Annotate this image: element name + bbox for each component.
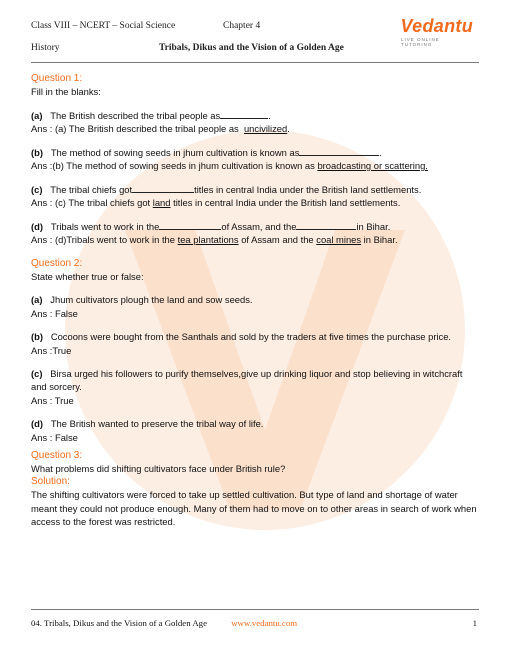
q2b-question [31,330,479,343]
blank [159,220,221,230]
q2d-question [31,417,479,430]
q1b-label: (b) [31,146,43,158]
q1d-text-post: in Bihar. [356,220,391,232]
logo-text: Vedantu [400,16,473,36]
q2a-label: (a) [31,294,43,306]
q1-instruction: Fill in the blanks: [31,86,101,98]
q1a-text: The British described the tribal people as [50,109,221,121]
q1c-answer-text: Ans : (c) The tribal chiefs got [31,196,151,208]
page-header [31,14,479,62]
q1a-answer-word: uncivilized [243,123,288,135]
page-footer [31,618,479,628]
blank [220,109,268,119]
q2d-label: (d) [31,418,43,430]
q2-instruction: State whether true or false: [31,270,144,282]
q3-question: What problems did shifting cultivators face under British rule? [31,462,286,474]
q2b-text: Cocoons were bought from the Santhals and sold by the traders at five times the purchase price. [50,331,452,343]
q2d-answer: Ans : False [31,431,78,443]
q1d-label: (d) [31,220,43,232]
chapter-label: Chapter 4 [223,21,261,31]
footer-doc-title: 04. Tribals, Dikus and the Vision of a Golden Age [31,618,207,628]
class-line: Class VIII – NCERT – Social Science [31,21,176,31]
q1a-answer: Ans : (a) The British described the tribal people as uncivilized. [31,123,290,135]
q2c-label: (c) [31,368,43,380]
vedantu-logo [401,16,479,46]
q1d-answer-word1: tea plantations [177,233,239,245]
q2d-text: The British wanted to preserve the tribal way of life. [50,418,264,430]
document-body [31,72,479,528]
q1b-answer [31,159,479,172]
header-divider [31,62,479,63]
q1b-answer-text: Ans :(b) The method of sowing seeds in jhum cultivation is known as [31,160,315,172]
q1c-label: (c) [31,183,43,195]
q1d-question [31,220,479,233]
q1c-answer-word: land [152,196,171,208]
q2-heading: Question 2: [31,257,83,269]
blank [296,220,356,230]
q3-heading: Question 3: [31,449,83,461]
q3-answer: The shifting cultivators were forced to take up settled cultivation. But type of land and shortage of water meant they could not produce enough. Many of them had to move on to other areas in search of work when access to the forest was restricted. [31,489,477,527]
q1b-text: The method of sowing seeds in jhum cultivation is known as [50,146,300,158]
blank [299,146,379,156]
q1d-answer-post: in Bihar. [363,233,398,245]
q2a-text: Jhum cultivators plough the land and sow seeds. [50,294,253,306]
q2b-label: (b) [31,331,43,343]
page-number: 1 [472,618,477,628]
q2b-answer: Ans :True [31,344,72,356]
q1-heading: Question 1: [31,73,83,84]
q1d-answer-text: Ans : (d)Tribals went to work in the [31,233,175,245]
q1b-answer-word: broadcasting or scattering. [317,160,428,172]
q1b-question: (b) The method of sowing seeds in jhum cultivation is known as . [31,146,382,158]
footer-website-link[interactable]: www.vedantu.com [231,618,298,628]
q3-solution-label: Solution: [31,476,70,488]
q1a-question: (a) The British described the tribal people as . [31,109,271,121]
q1d-text-mid: of Assam, and the [221,220,297,232]
logo-tagline: LIVE ONLINE TUTORING [401,37,440,47]
q1d-answer-mid: of Assam and the [241,233,314,245]
q2c-question [31,367,479,393]
q1a-answer-text: Ans : (a) The British described the tribal people as [31,123,239,135]
footer-divider [31,609,479,610]
q2c-answer: Ans : True [31,394,74,406]
q2a-answer: Ans : False [31,307,78,319]
q1d-text-pre: Tribals went to work in the [50,220,160,232]
q1d-answer [31,233,479,246]
q1d-answer-word2: coal mines [316,233,362,245]
q1c-text-post: titles in central India under the British land settlements. [194,183,422,195]
q1a-label: (a) [31,109,43,121]
q2c-text: Birsa urged his followers to purify themselves,give up drinking liquor and stop believing in witchcraft and sorcery. [31,368,463,393]
chapter-title: Tribals, Dikus and the Vision of a Golden Age [159,43,344,53]
q1c-text-pre: The tribal chiefs got [50,183,133,195]
subject-label: History [31,43,60,53]
q2a-question [31,293,479,306]
q1c-answer-post: titles in central India under the British land settlements. [173,196,401,208]
q1c-answer [31,196,479,209]
blank [132,183,194,193]
q1c-question [31,183,479,196]
